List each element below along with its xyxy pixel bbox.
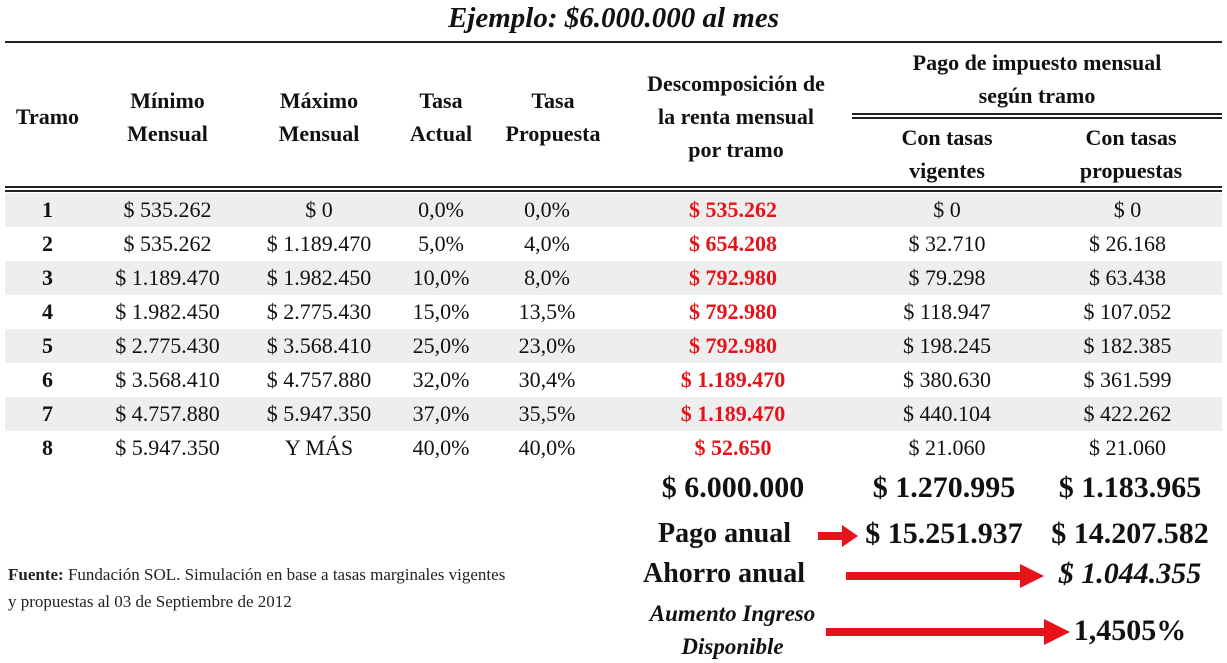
cell-descomposicion: $ 52.650 — [694, 435, 772, 460]
cell-tasa-propuesta: 23,0% — [518, 333, 576, 358]
cell-vigentes: $ 0 — [933, 197, 961, 222]
cell-tasa-actual: 5,0% — [418, 231, 464, 256]
cell-maximo: $ 2.775.430 — [266, 299, 372, 324]
table-row — [5, 261, 1222, 295]
cell-minimo: $ 5.947.350 — [115, 435, 220, 460]
top-rule — [5, 41, 1222, 43]
cell-tasa-propuesta: 4,0% — [524, 231, 570, 256]
ahorro-anual-value: $ 1.044.355 — [1058, 557, 1202, 590]
aumento-value: 1,4505% — [1073, 614, 1187, 647]
table-row — [5, 329, 1222, 363]
cell-tasa-propuesta: 35,5% — [518, 401, 576, 426]
cell-tasa-actual: 40,0% — [412, 435, 470, 460]
ahorro-anual-arrow-icon — [846, 563, 1046, 589]
cell-tasa-actual: 25,0% — [412, 333, 470, 358]
subheader-rule-1 — [852, 113, 1222, 115]
total-renta: $ 6.000.000 — [661, 471, 805, 504]
cell-tasa-propuesta: 0,0% — [524, 197, 570, 222]
pago-anual-propuestas: $ 14.207.582 — [1051, 517, 1209, 550]
cell-maximo: $ 0 — [305, 197, 333, 222]
header-tramo: Tramo — [15, 104, 80, 129]
cell-propuestas: $ 63.438 — [1089, 265, 1166, 290]
pago-anual-vigentes: $ 15.251.937 — [865, 517, 1023, 550]
cell-tramo: 1 — [42, 197, 53, 222]
aumento-label-line2: Disponible — [681, 634, 784, 659]
cell-tramo: 2 — [42, 231, 53, 256]
header-vigentes-line1: Con tasas — [901, 125, 993, 150]
cell-tasa-actual: 0,0% — [418, 197, 464, 222]
header-propuestas-line2: propuestas — [1079, 158, 1183, 183]
table-row — [5, 295, 1222, 329]
cell-tasa-actual: 10,0% — [412, 265, 470, 290]
header-rule-1 — [5, 186, 1222, 188]
cell-descomposicion: $ 1.189.470 — [680, 401, 786, 426]
header-maximo-line1: Máximo — [279, 88, 359, 113]
cell-descomposicion: $ 792.980 — [689, 265, 777, 290]
cell-propuestas: $ 107.052 — [1083, 299, 1172, 324]
cell-maximo: Y MÁS — [284, 435, 354, 460]
header-rule-2 — [5, 190, 1222, 192]
cell-descomposicion: $ 792.980 — [689, 333, 777, 358]
cell-propuestas: $ 182.385 — [1083, 333, 1172, 358]
header-tasa-propuesta-line1: Tasa — [531, 88, 575, 113]
cell-descomposicion: $ 792.980 — [689, 299, 777, 324]
cell-tramo: 8 — [42, 435, 53, 460]
source-note — [8, 561, 628, 615]
cell-vigentes: $ 21.060 — [908, 435, 986, 460]
cell-vigentes: $ 440.104 — [903, 401, 991, 426]
table-row — [5, 363, 1222, 397]
cell-descomposicion: $ 535.262 — [689, 197, 777, 222]
pago-anual-arrow-icon — [818, 523, 860, 549]
header-tasa-actual-line2: Actual — [409, 121, 473, 146]
table-row — [5, 227, 1222, 261]
cell-vigentes: $ 198.245 — [903, 333, 991, 358]
header-tasa-actual-line1: Tasa — [419, 88, 463, 113]
cell-propuestas: $ 21.060 — [1089, 435, 1166, 460]
source-label: Fuente: — [8, 565, 64, 584]
cell-tasa-propuesta: 30,4% — [518, 367, 576, 392]
cell-tasa-propuesta: 8,0% — [524, 265, 570, 290]
cell-tramo: 4 — [42, 299, 53, 324]
cell-propuestas: $ 0 — [1113, 197, 1142, 222]
cell-maximo: $ 3.568.410 — [266, 333, 372, 358]
table-row — [5, 397, 1222, 431]
total-vigentes: $ 1.270.995 — [872, 471, 1016, 504]
aumento-arrow-icon — [826, 618, 1072, 646]
header-minimo-line1: Mínimo — [130, 88, 205, 113]
ahorro-anual-label: Ahorro anual — [643, 558, 806, 589]
cell-propuestas: $ 361.599 — [1083, 367, 1172, 392]
table-row — [5, 193, 1222, 227]
cell-minimo: $ 535.262 — [123, 231, 212, 256]
header-pago-line2: según tramo — [978, 83, 1096, 108]
subheader-rule-2 — [852, 117, 1222, 119]
cell-minimo: $ 1.982.450 — [115, 299, 220, 324]
cell-tasa-actual: 15,0% — [412, 299, 470, 324]
header-pago-line1: Pago de impuesto mensual — [912, 50, 1162, 75]
table-row — [5, 431, 1222, 465]
header-maximo-line2: Mensual — [278, 121, 360, 146]
cell-descomposicion: $ 1.189.470 — [680, 367, 786, 392]
cell-propuestas: $ 422.262 — [1083, 401, 1172, 426]
cell-minimo: $ 2.775.430 — [115, 333, 220, 358]
header-tasa-propuesta-line2: Propuesta — [505, 121, 601, 146]
aumento-label-line1: Aumento Ingreso — [649, 601, 816, 626]
header-desc-line2: la renta mensual — [657, 104, 815, 129]
cell-vigentes: $ 32.710 — [908, 231, 986, 256]
cell-minimo: $ 1.189.470 — [115, 265, 220, 290]
cell-tasa-propuesta: 13,5% — [518, 299, 576, 324]
cell-tramo: 5 — [42, 333, 53, 358]
page-title: Ejemplo: $6.000.000 al mes — [447, 2, 780, 34]
cell-vigentes: $ 118.947 — [903, 299, 991, 324]
cell-maximo: $ 1.982.450 — [266, 265, 372, 290]
cell-tasa-actual: 32,0% — [412, 367, 470, 392]
cell-tramo: 6 — [42, 367, 53, 392]
pago-anual-label: Pago anual — [658, 518, 792, 549]
header-propuestas-line1: Con tasas — [1085, 125, 1177, 150]
cell-propuestas: $ 26.168 — [1089, 231, 1166, 256]
cell-vigentes: $ 79.298 — [908, 265, 986, 290]
cell-vigentes: $ 380.630 — [903, 367, 991, 392]
cell-minimo: $ 3.568.410 — [115, 367, 220, 392]
header-vigentes-line2: vigentes — [909, 158, 985, 183]
cell-minimo: $ 535.262 — [123, 197, 212, 222]
source-text: Fundación SOL. Simulación en base a tasas marginales vigentes — [63, 565, 506, 584]
header-desc-line1: Descomposición de — [647, 71, 825, 96]
total-propuestas: $ 1.183.965 — [1058, 471, 1202, 504]
cell-tasa-actual: 37,0% — [412, 401, 470, 426]
header-minimo-line2: Mensual — [127, 121, 208, 146]
cell-tasa-propuesta: 40,0% — [518, 435, 576, 460]
cell-tramo: 3 — [42, 265, 53, 290]
cell-maximo: $ 5.947.350 — [266, 401, 372, 426]
aumento-label — [630, 597, 835, 663]
header-desc-line3: por tramo — [688, 137, 784, 162]
cell-descomposicion: $ 654.208 — [689, 231, 777, 256]
source-text-line2: y propuestas al 03 de Septiembre de 2012 — [8, 592, 292, 611]
cell-tramo: 7 — [42, 401, 53, 426]
cell-maximo: $ 4.757.880 — [266, 367, 372, 392]
cell-minimo: $ 4.757.880 — [115, 401, 220, 426]
cell-maximo: $ 1.189.470 — [266, 231, 372, 256]
